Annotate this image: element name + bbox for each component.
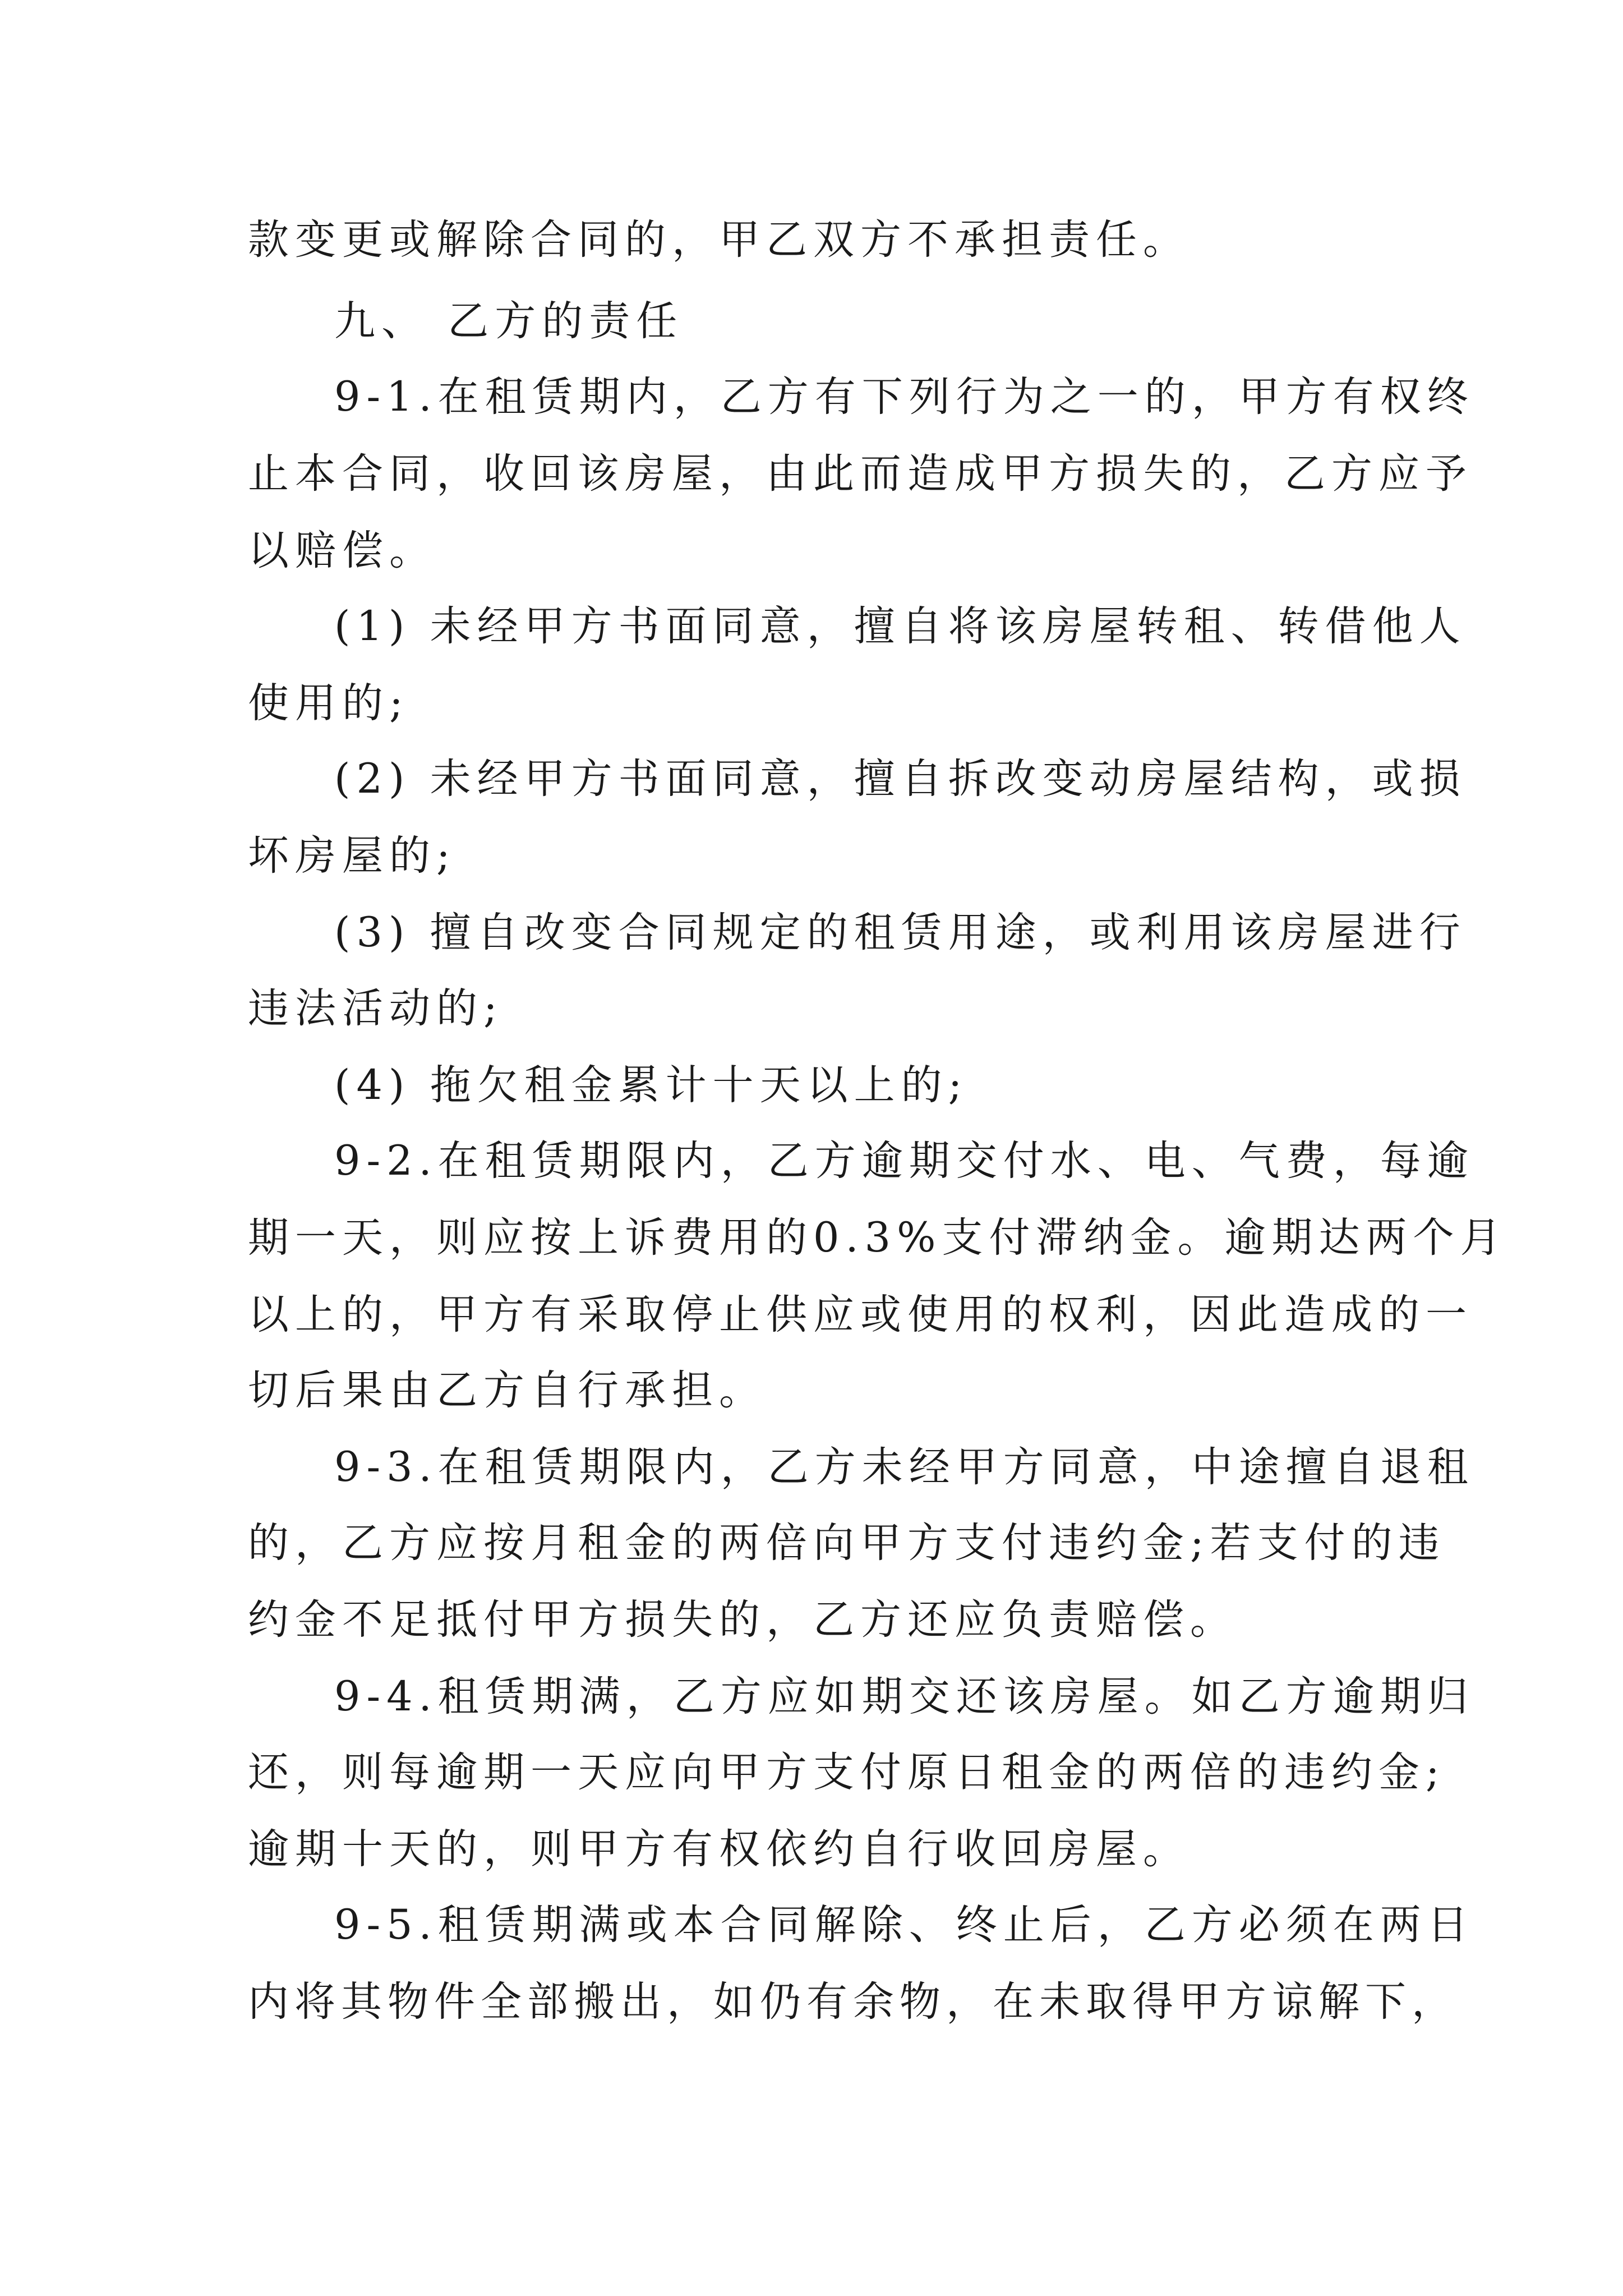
text-line: 止本合同，收回该房屋，由此而造成甲方损失的，乙方应予 (248, 450, 1473, 498)
clause-line: 9-2.在租赁期限内，乙方逾期交付水、电、气费，每逾 (334, 1137, 1474, 1185)
text-line: 内将其物件全部搬出，如仍有余物，在未取得甲方谅解下， (248, 1978, 1458, 2026)
clause-line: 9-1.在租赁期内，乙方有下列行为之一的，甲方有权终 (334, 373, 1474, 421)
text-line: 切后果由乙方自行承担。 (248, 1366, 766, 1414)
clause-item: (1) 未经甲方书面同意，擅自将该房屋转租、转借他人 (334, 602, 1467, 650)
text-line: 的，乙方应按月租金的两倍向甲方支付违约金;若支付的违 (248, 1519, 1446, 1567)
text-line: 坏房屋的; (248, 832, 457, 880)
clause-line: 9-3.在租赁期限内，乙方未经甲方同意，中途擅自退租 (334, 1443, 1474, 1491)
text-line: 使用的; (248, 679, 409, 727)
text-line: 约金不足抵付甲方损失的，乙方还应负责赔偿。 (248, 1596, 1237, 1644)
text-line: 以赔偿。 (248, 527, 436, 574)
clause-line: 9-5.租赁期满或本合同解除、终止后，乙方必须在两日 (334, 1901, 1474, 1949)
clause-item: (2) 未经甲方书面同意，擅自拆改变动房屋结构，或损 (334, 755, 1467, 803)
clause-item: (3) 擅自改变合同规定的租赁用途，或利用该房屋进行 (334, 909, 1467, 956)
clause-line: 9-4.租赁期满，乙方应如期交还该房屋。如乙方逾期归 (334, 1673, 1474, 1720)
text-line: 违法活动的; (248, 984, 504, 1032)
text-line: 以上的，甲方有采取停止供应或使用的权利，因此造成的一 (248, 1291, 1473, 1338)
clause-item: (4) 拖欠租金累计十天以上的; (334, 1061, 969, 1109)
section-heading: 九、 乙方的责任 (334, 297, 684, 345)
text-line: 逾期十天的，则甲方有权依约自行收回房屋。 (248, 1825, 1190, 1873)
text-line: 还，则每逾期一天应向甲方支付原日租金的两倍的违约金; (248, 1749, 1446, 1796)
text-line: 期一天，则应按上诉费用的0.3%支付滞纳金。逾期达两个月 (248, 1214, 1507, 1262)
text-line: 款变更或解除合同的，甲乙双方不承担责任。 (248, 216, 1190, 264)
